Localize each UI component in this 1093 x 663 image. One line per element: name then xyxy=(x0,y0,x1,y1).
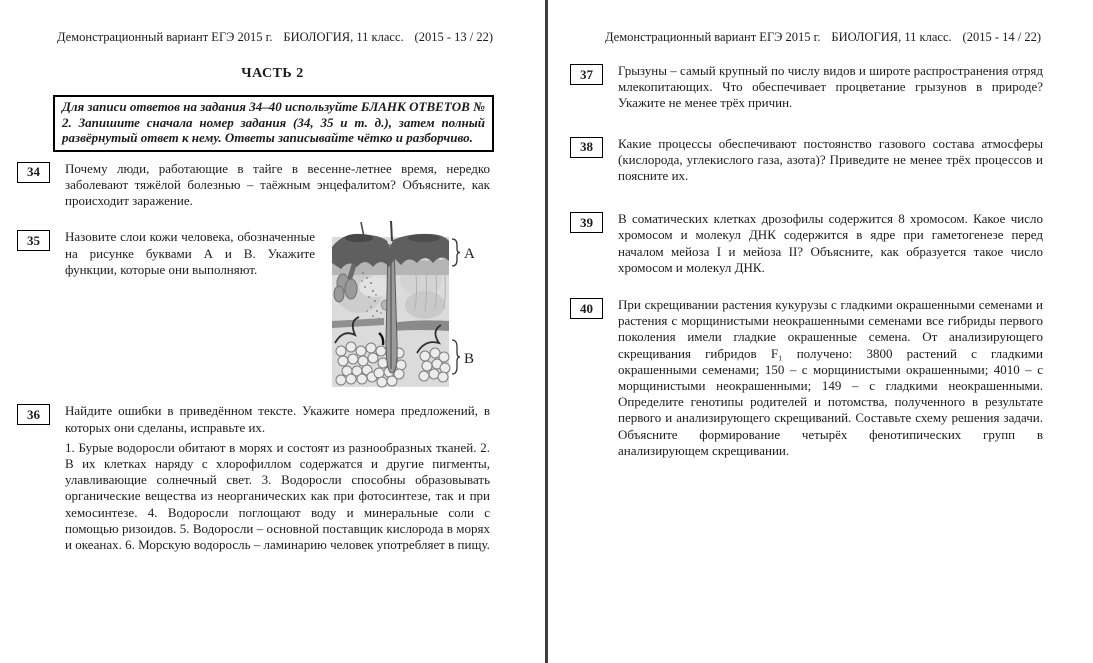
question-39 xyxy=(548,211,1093,276)
question-34-text: Почему люди, работающие в тайге в весенне-летнее время, нередко заболевают тяжёлой болезнью – таёжным энцефалитом? Объясните, как происходит заражение. xyxy=(65,160,490,209)
question-36 xyxy=(0,403,545,553)
page-right xyxy=(548,0,1093,663)
header-subject: БИОЛОГИЯ, 11 класс. xyxy=(831,30,952,44)
brace-layer-b xyxy=(452,340,460,374)
question-34 xyxy=(0,161,545,210)
question-37-number: 37 xyxy=(570,64,603,85)
question-37 xyxy=(548,63,1093,112)
brace-layer-a xyxy=(452,239,460,266)
question-36-number: 36 xyxy=(17,404,50,425)
skin-figure-svg xyxy=(329,221,479,389)
question-39-text: В соматических клетках дрозофилы содержится 8 хромосом. Какое число хромосом и молекул ДНК содержится в ядре при гаметогенезе перед началом мейоза I и мейоза II? Объясните, как образуется такое число хромосом и молекул ДНК. xyxy=(618,211,1043,275)
header-page-ref: (2015 - 13 / 22) xyxy=(414,30,493,44)
page-header xyxy=(605,30,1041,45)
question-38-text: Какие процессы обеспечивают постоянство газового состава атмосферы (кислорода, углекислого газа, азота)? Приведите не менее трёх процессов и поясните их. xyxy=(618,135,1043,184)
hair-center xyxy=(391,221,392,241)
question-40-number: 40 xyxy=(570,298,603,319)
page-left xyxy=(0,0,545,663)
header-doc-title: Демонстрационный вариант ЕГЭ 2015 г. xyxy=(57,30,273,44)
header-page-ref: (2015 - 14 / 22) xyxy=(962,30,1041,44)
question-35-number: 35 xyxy=(17,230,50,251)
question-36-text: Найдите ошибки в приведённом тексте. Укажите номера предложений, в которых они сделаны, исправьте их. xyxy=(65,403,490,435)
skin-cross-section-figure xyxy=(329,221,479,389)
header-doc-title: Демонстрационный вариант ЕГЭ 2015 г. xyxy=(605,30,821,44)
page-header xyxy=(57,30,493,45)
figure-label-a: А xyxy=(464,246,475,263)
question-40-text: При скрещивании растения кукурузы с гладкими окрашенными семенами и растения с морщинистыми неокрашенными семенами все гибриды первого поколения имели гладкие окрашенные семена. От анализирующего скрещивания гибридов F₁ получено: 3800 растений с гладкими окрашенными семенами; 150 – с морщинистыми окрашенными; 4010 – с морщинистыми неокрашенными; 149 – с гладкими неокрашенными. Определите генотипы родителей и потомства, полученного в результате первого и анализирующего скрещиваний. Составьте схему решения задачи. Объясните формирование четырёх фенотипических групп в анализирующем скрещивании. xyxy=(618,297,1043,458)
question-35 xyxy=(0,229,545,389)
header-subject: БИОЛОГИЯ, 11 класс. xyxy=(283,30,404,44)
question-37-text: Грызуны – самый крупный по числу видов и широте распространения отряд млекопитающих. Что обеспечивает процветание грызунов в природе? Укажите не менее трёх причин. xyxy=(618,63,1043,111)
figure-label-b: В xyxy=(464,351,475,368)
instruction-box: Для записи ответов на задания 34–40 используйте БЛАНК ОТВЕТОВ № 2. Запишите сначала номер задания (34, 35 и т. д.), затем полный развёрнутый ответ к нему. Ответы записывайте чётко и разборчиво. xyxy=(53,95,494,152)
question-36-passage: 1. Бурые водоросли обитают в морях и состоят из разнообразных тканей. 2. В их клетках наряду с хлорофиллом содержатся и другие пигменты, улавливающие солнечный свет. 3. Водоросли способны образовывать органические вещества из неорганических как при фотосинтезе, так и при хемосинтезе. 4. Водоросли поглощают воду и минеральные соли с помощью ризоидов. 5. Водоросли – основной поставщик кислорода в морях и океанах. 6. Морскую водоросль – ламинарию человек употребляет в пищу. xyxy=(65,439,490,553)
question-38-number: 38 xyxy=(570,137,603,158)
question-40 xyxy=(548,297,1093,459)
question-38 xyxy=(548,136,1093,185)
part-title: ЧАСТЬ 2 xyxy=(241,66,304,81)
question-35-text: Назовите слои кожи человека, обозначенные на рисунке буквами А и В. Укажите функции, которые они выполняют. xyxy=(65,229,315,277)
question-34-number: 34 xyxy=(17,162,50,183)
question-39-number: 39 xyxy=(570,212,603,233)
